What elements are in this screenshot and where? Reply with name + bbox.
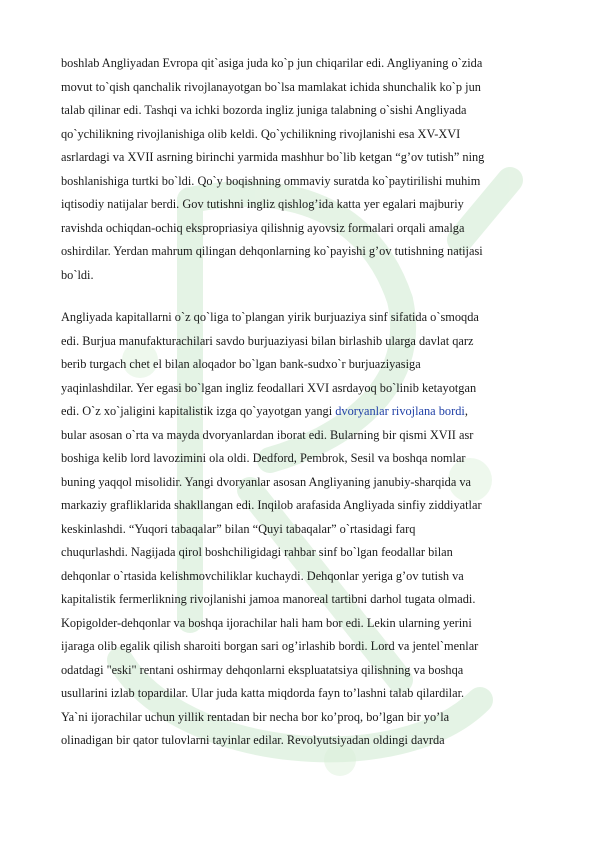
- text-line: yaqinlashdilar. Yer egasi bo`lgan ingliz feodallari XVI asrdayoq bo`linib ketayotgan: [61, 380, 477, 395]
- paragraph-2: [61, 306, 539, 753]
- text-line: Angliyada kapitallarni o`z qo`liga to`plangan yirik burjuaziya sinf sifatida o`smoqda: [61, 310, 479, 324]
- text-line: berib turgach chet el bilan aloqador bo`lgan bank-sudxo`r burjuaziyasiga: [61, 357, 421, 371]
- text-line: edi. Burjua manufakturachilari savdo burjuaziyasi bilan birlashib ularga davlat qarz: [61, 333, 474, 348]
- text-line: ravishda ochiqdan-ochiq ekspropriasiya qilishnig ayovsiz formalari orqali amalga: [61, 220, 465, 235]
- text-segment: edi. O`z xo`jaligini kapitalistik izga qo`yayotgan yangi: [61, 404, 336, 418]
- text-line: Ya`ni ijorachilar uchun yillik rentadan bir necha bor ko’proq, bo’lgan bir yo’la: [61, 709, 450, 724]
- text-segment: ,: [464, 404, 468, 418]
- text-line: iqtisodiy natijalar berdi. Gov tutishni ingliz qishlog’ida katta yer egalari majburiy: [61, 197, 464, 211]
- text-line: boshiga kelib lord lavozimini ola oldi. Dedford, Pembrok, Sesil va boshqa nomlar: [61, 451, 466, 465]
- text-line: movut to`qish qanchalik rivojlanayotgan bo`lsa mamlakat ichida shunchalik ko`p jun: [61, 79, 481, 94]
- text-line: buning yaqqol misolidir. Yangi dvoryanlar asosan Angliyaning janubiy-sharqida va: [61, 474, 472, 489]
- text-line: keskinlashdi. “Yuqori tabaqalar” bilan “Quyi tabaqalar” o`rtasidagi farq: [61, 521, 416, 536]
- text-line: chuqurlashdi. Nagijada qirol boshchiligidagi rahbar sinf bo`lgan feodallar bilan: [61, 545, 453, 559]
- text-line: bular asosan o`rta va mayda dvoryanlardan iborat edi. Bularning bir qismi XVII asr: [61, 427, 474, 442]
- text-line: oshirdilar. Yerdan mahrum qilingan dehqonlarning ko`payishi g’ov tutishning natijasi: [61, 244, 483, 258]
- text-line: usullarini izlab topardilar. Ular juda katta miqdorda fayn to’lashni talab qilardilar.: [61, 686, 465, 700]
- text-line: markaziy grafliklarida shakllangan edi. Inqilob arafasida Angliyada sinfiy ziddiyatlar: [61, 498, 482, 512]
- text-line: qo`ychilikning rivojlanishiga olib keldi. Qo`ychilikning rivojlanishi esa XV-XVI: [61, 126, 461, 141]
- text-line: ijaraga olib egalik qilish sharoiti borgan sari og’irlashib bordi. Lord va jentel`menlar: [61, 639, 479, 653]
- text-line: boshlab Angliyadan Evropa qit`asiga juda ko`p jun chiqarilar edi. Angliyaning o`zida: [61, 56, 483, 70]
- text-line: asrlardagi va XVII asrning birinchi yarmida mashhur bo`lib ketgan “g’ov tutish” ning: [61, 150, 485, 164]
- text-line: boshlanishiga turtki bo`ldi. Qo`y boqishning ommaviy suratda ko`paytirilishi muhim: [61, 173, 481, 188]
- text-line: odatdagi "eski" rentani oshirmay dehqonlarni ekspluatatsiya qilishning va boshqa: [61, 662, 464, 677]
- text-line-with-link: [61, 400, 539, 424]
- text-line: olinadigan bir qator tulovlarni tayinlar edilar. Revolyutsiyadan oldingi davrda: [61, 733, 445, 747]
- inline-link[interactable]: dvoryanlar rivojlana bordi: [335, 404, 465, 418]
- paragraph-1: [61, 52, 539, 287]
- text-line: Kopigolder-dehqonlar va boshqa ijorachilar hali ham bor edi. Lekin ularning yerini: [61, 615, 472, 630]
- text-line: talab qilinar edi. Tashqi va ichki bozorda ingliz juniga talabning o`sishi Angliyada: [61, 103, 467, 117]
- text-line: bo`ldi.: [61, 267, 94, 282]
- text-line: kapitalistik fermerlikning rivojlanishi jamoa manoreal tartibni darhol tugata olmadi.: [61, 592, 476, 606]
- text-line: dehqonlar o`rtasida kelishmovchiliklar kuchaydi. Dehqonlar yeriga g’ov tutish va: [61, 568, 464, 583]
